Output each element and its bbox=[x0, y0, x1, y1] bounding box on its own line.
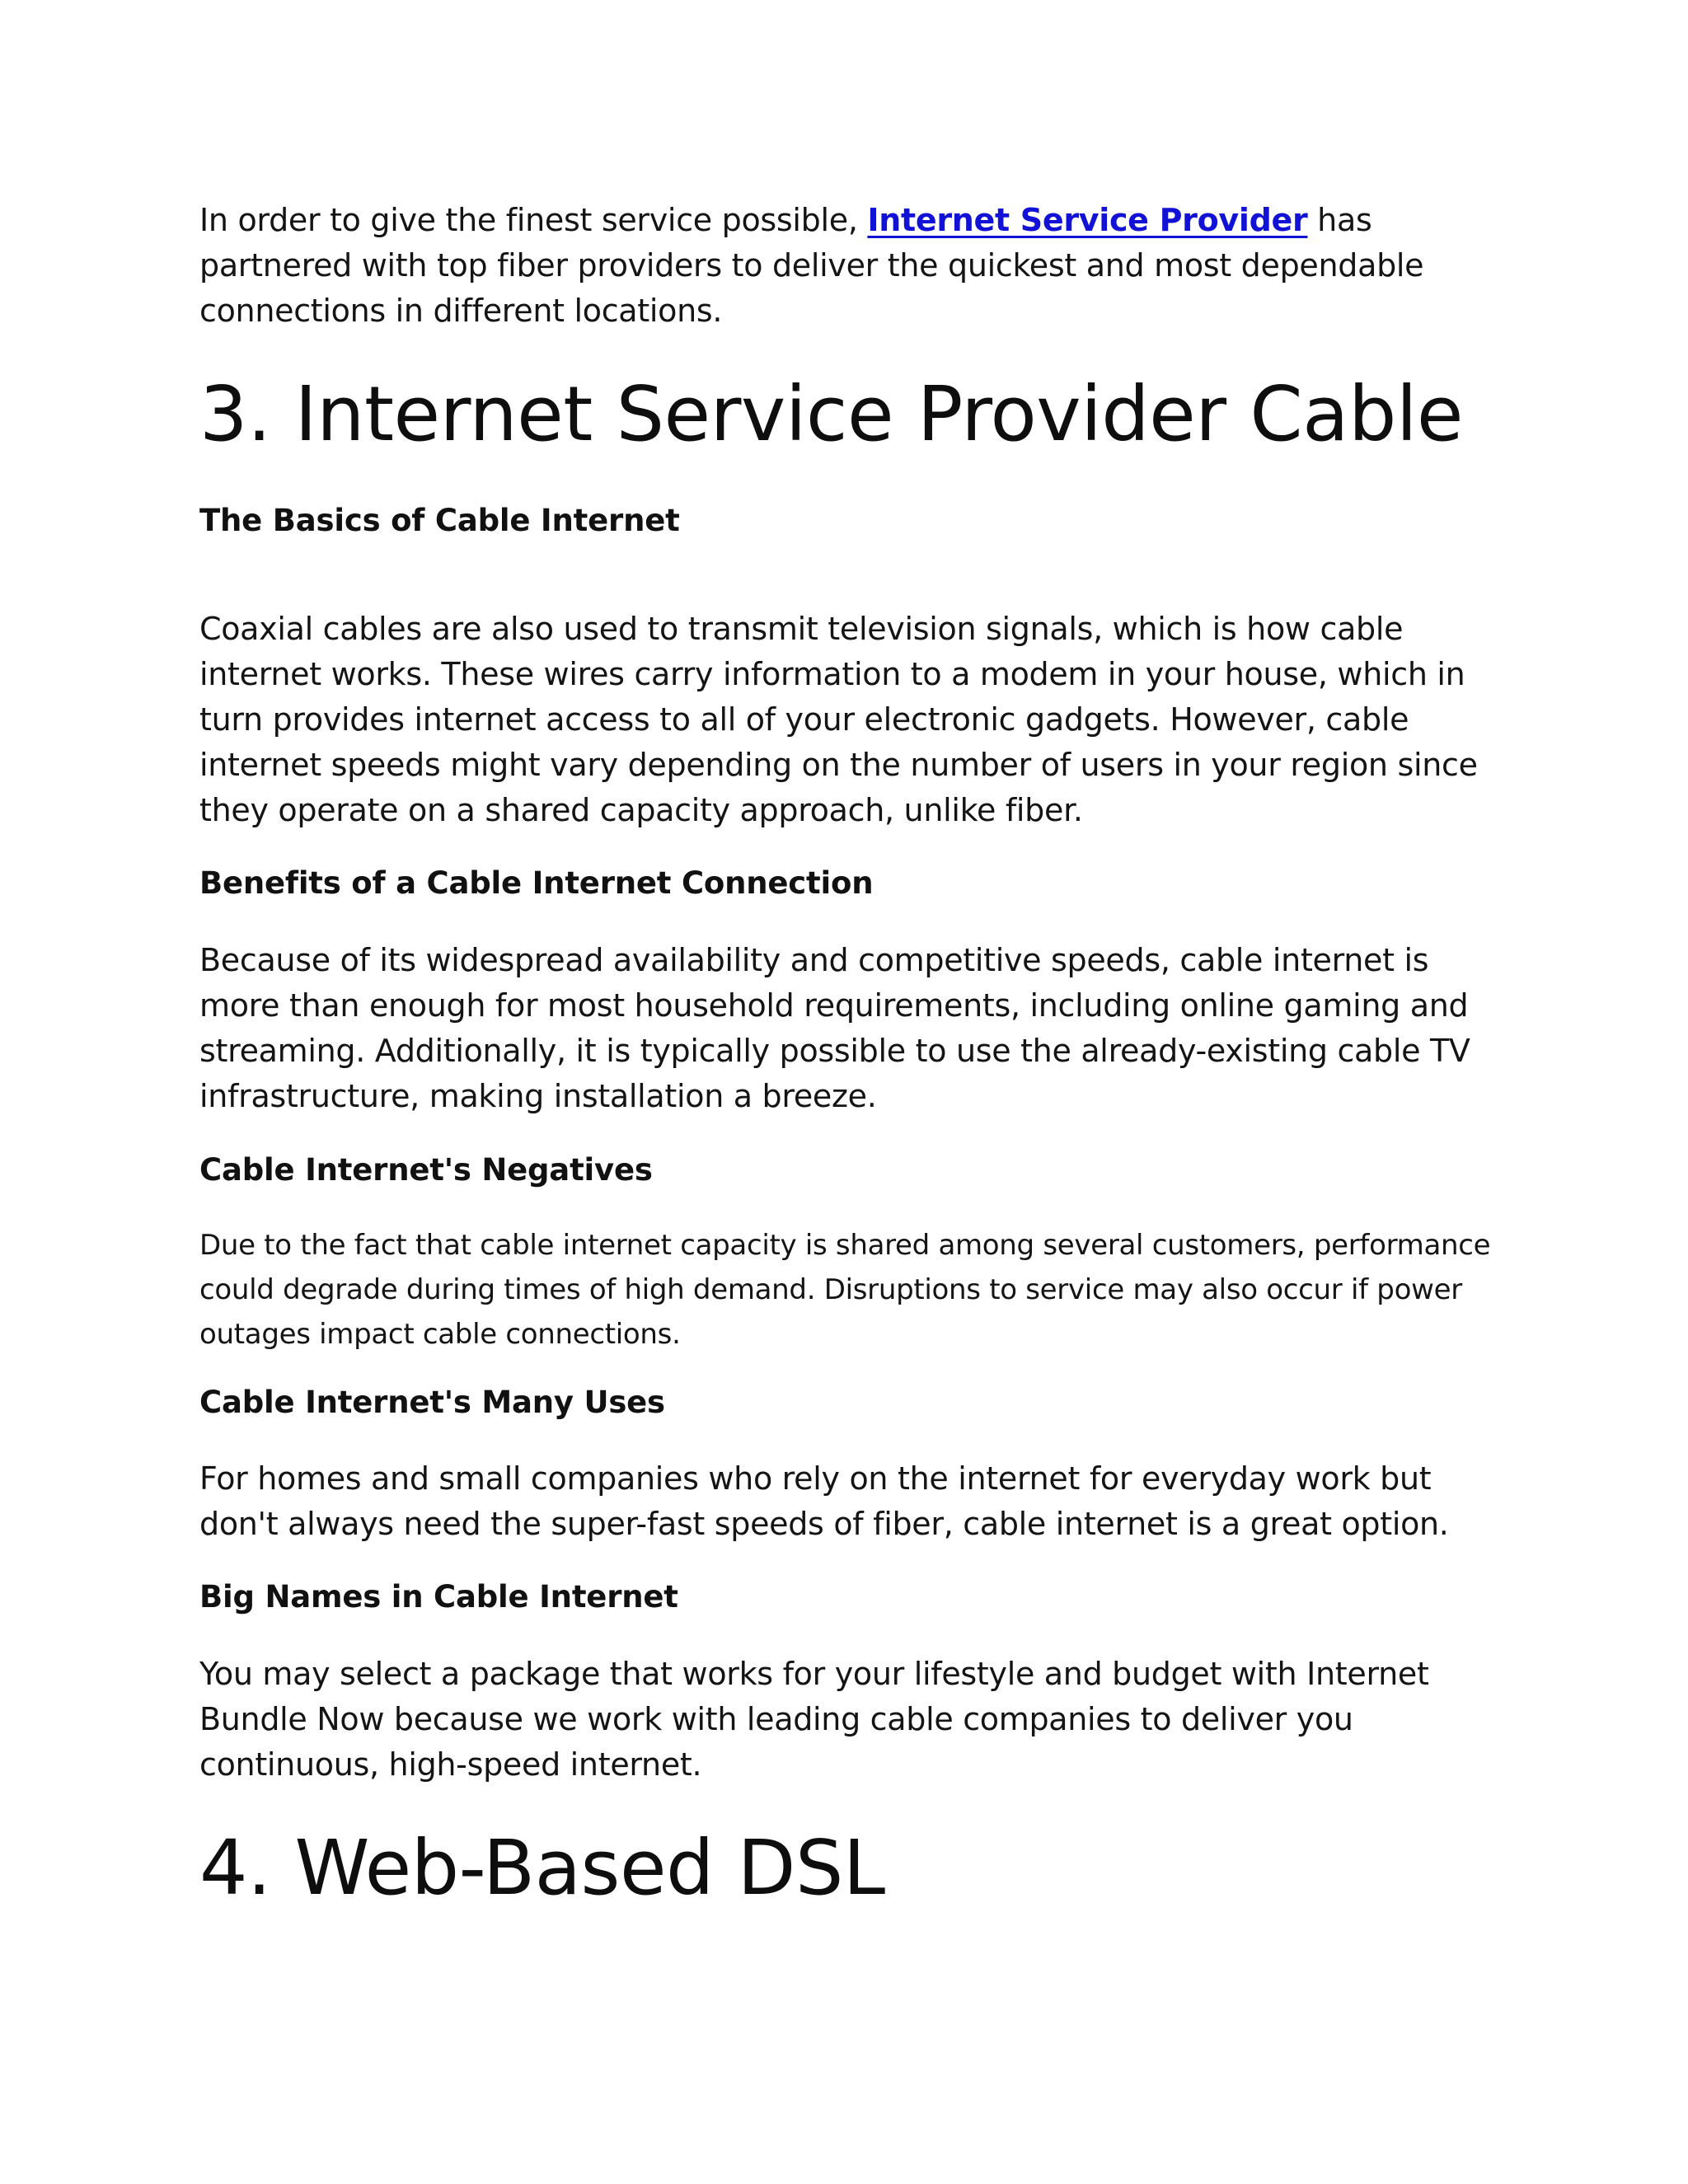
negatives-paragraph: Due to the fact that cable internet capacity is shared among several customers, performance could degrade during times of high demand. Disruptions to service may also occur if power outages impact cable connections. bbox=[199, 1229, 1491, 1351]
uses-paragraph: For homes and small companies who rely on the internet for everyday work but don't always need the super-fast speeds of fiber, cable internet is a great option. bbox=[199, 1460, 1449, 1542]
intro-text-before-link: In order to give the finest service possible, bbox=[199, 202, 868, 238]
big-names-paragraph: You may select a package that works for your lifestyle and budget with Internet Bundle Now because we work with leading cable companies to deliver you continuous, high-speed internet. bbox=[199, 1656, 1429, 1783]
internet-service-provider-link[interactable]: Internet Service Provider bbox=[867, 202, 1308, 238]
intro-paragraph bbox=[199, 198, 1502, 334]
basics-paragraph: Coaxial cables are also used to transmit television signals, which is how cable internet works. These wires carry information to a modem in your house, which in turn provides internet access to all of your electronic gadgets. However, cable internet speeds might vary depending on the number of users in your region since they operate on a shared capacity approach, unlike fiber. bbox=[199, 611, 1478, 828]
section-3-heading: 3. Internet Service Provider Cable bbox=[199, 370, 1464, 458]
uses-heading: Cable Internet's Many Uses bbox=[199, 1385, 665, 1420]
negatives-heading: Cable Internet's Negatives bbox=[199, 1152, 653, 1188]
benefits-heading: Benefits of a Cable Internet Connection bbox=[199, 865, 874, 901]
section-4-heading: 4. Web-Based DSL bbox=[199, 1824, 885, 1912]
big-names-heading: Big Names in Cable Internet bbox=[199, 1579, 678, 1615]
benefits-paragraph: Because of its widespread availability and competitive speeds, cable internet is more than enough for most household requirements, including online gaming and streaming. Additionally, it is typically possible to use the already-existing cable TV infrastructure, making installation a breeze. bbox=[199, 942, 1470, 1114]
intro-text-after-link: has partnered with top fiber providers to deliver the quickest and most dependable connections in different locations. bbox=[199, 202, 1424, 329]
basics-heading: The Basics of Cable Internet bbox=[199, 503, 680, 538]
